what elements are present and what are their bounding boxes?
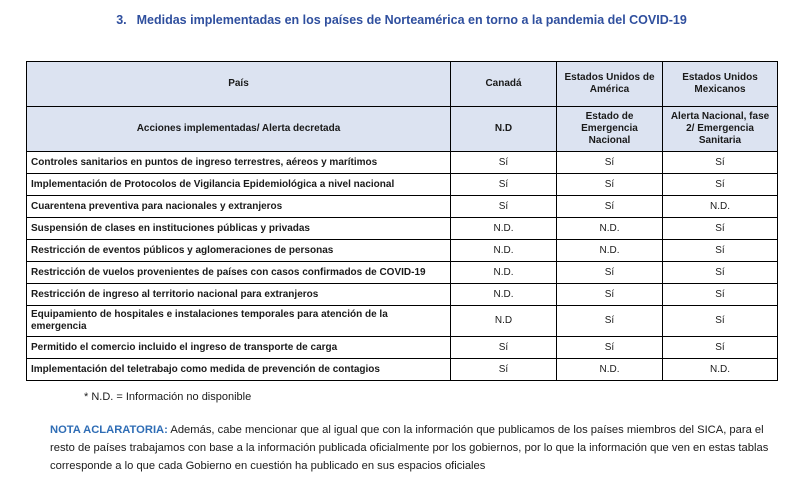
value-mexico: Sí	[663, 218, 778, 240]
measures-table	[26, 61, 778, 381]
measure-cell: Permitido el comercio incluido el ingreso de transporte de carga	[27, 337, 451, 359]
value-canada: Sí	[451, 174, 557, 196]
value-canada: Sí	[451, 152, 557, 174]
value-mexico: N.D.	[663, 196, 778, 218]
header-country-usa: Estados Unidos de América	[557, 62, 663, 107]
table-row	[27, 174, 778, 196]
measure-cell: Cuarentena preventiva para nacionales y extranjeros	[27, 196, 451, 218]
clarifying-note	[50, 421, 770, 475]
value-usa: Sí	[557, 337, 663, 359]
value-usa: Sí	[557, 306, 663, 337]
header-row-alerts	[27, 107, 778, 152]
header-alert-usa: Estado de Emergencia Nacional	[557, 107, 663, 152]
table-row	[27, 337, 778, 359]
value-mexico: Sí	[663, 284, 778, 306]
title-text: Medidas implementadas en los países de Norteamérica en torno a la pandemia del COVID-19	[136, 13, 687, 27]
header-country-mexico: Estados Unidos Mexicanos	[663, 62, 778, 107]
value-canada: N.D.	[451, 218, 557, 240]
header-actions-label: Acciones implementadas/ Alerta decretada	[27, 107, 451, 152]
table-row	[27, 240, 778, 262]
header-row-countries	[27, 62, 778, 107]
value-usa: N.D.	[557, 218, 663, 240]
measure-cell: Equipamiento de hospitales e instalaciones temporales para atención de la emergencia	[27, 306, 451, 337]
table-row	[27, 196, 778, 218]
table-row	[27, 306, 778, 337]
value-canada: N.D.	[451, 240, 557, 262]
header-alert-canada: N.D	[451, 107, 557, 152]
value-usa: Sí	[557, 196, 663, 218]
table-row	[27, 284, 778, 306]
value-mexico: Sí	[663, 174, 778, 196]
value-usa: Sí	[557, 152, 663, 174]
value-canada: Sí	[451, 359, 557, 381]
value-usa: Sí	[557, 174, 663, 196]
value-usa: N.D.	[557, 240, 663, 262]
measure-cell: Controles sanitarios en puntos de ingreso terrestres, aéreos y marítimos	[27, 152, 451, 174]
value-mexico: Sí	[663, 306, 778, 337]
table-row	[27, 218, 778, 240]
header-alert-mexico: Alerta Nacional, fase 2/ Emergencia Sanitaria	[663, 107, 778, 152]
value-canada: N.D	[451, 306, 557, 337]
value-usa: Sí	[557, 262, 663, 284]
measure-cell: Restricción de eventos públicos y aglomeraciones de personas	[27, 240, 451, 262]
value-canada: N.D.	[451, 284, 557, 306]
note-label: NOTA ACLARATORIA:	[50, 424, 168, 436]
value-mexico: Sí	[663, 240, 778, 262]
table-row	[27, 359, 778, 381]
value-mexico: Sí	[663, 152, 778, 174]
value-mexico: Sí	[663, 262, 778, 284]
value-usa: N.D.	[557, 359, 663, 381]
page-title	[0, 13, 803, 27]
value-canada: Sí	[451, 337, 557, 359]
measure-cell: Implementación del teletrabajo como medida de prevención de contagios	[27, 359, 451, 381]
table-row	[27, 262, 778, 284]
table-row	[27, 152, 778, 174]
header-country-label: País	[27, 62, 451, 107]
value-mexico: N.D.	[663, 359, 778, 381]
footnote: * N.D. = Información no disponible	[84, 391, 252, 403]
value-canada: Sí	[451, 196, 557, 218]
measure-cell: Restricción de vuelos provenientes de países con casos confirmados de COVID-19	[27, 262, 451, 284]
value-mexico: Sí	[663, 337, 778, 359]
note-text: Además, cabe mencionar que al igual que con la información que publicamos de los países miembros del SICA, para el resto de países trabajamos con base a la información publicada oficialmente por los gobiernos, por lo que la información que ven en estas tablas corresponde a lo que cada Gobierno en cuestión ha publicado en sus espacios oficiales	[50, 424, 769, 472]
value-canada: N.D.	[451, 262, 557, 284]
header-country-canada: Canadá	[451, 62, 557, 107]
measure-cell: Suspensión de clases en instituciones públicas y privadas	[27, 218, 451, 240]
title-number: 3.	[116, 13, 127, 27]
measure-cell: Restricción de ingreso al territorio nacional para extranjeros	[27, 284, 451, 306]
measure-cell: Implementación de Protocolos de Vigilancia Epidemiológica a nivel nacional	[27, 174, 451, 196]
value-usa: Sí	[557, 284, 663, 306]
